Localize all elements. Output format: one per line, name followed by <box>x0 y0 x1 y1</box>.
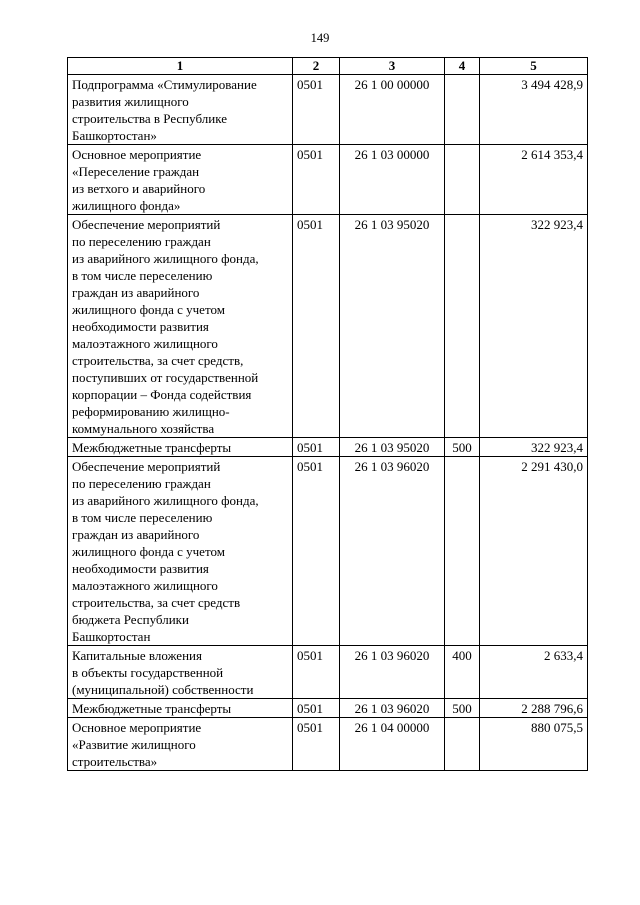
row-expense <box>445 145 480 215</box>
header-row <box>68 58 588 75</box>
row-name: Капитальные вложения в объекты государственной (муниципальной) собственности <box>68 646 293 699</box>
row-name: Межбюджетные трансферты <box>68 699 293 718</box>
row-expense: 500 <box>445 438 480 457</box>
row-section: 0501 <box>293 145 340 215</box>
header-col-3: 3 <box>340 58 445 75</box>
table-row <box>68 718 588 771</box>
row-target: 26 1 00 00000 <box>340 75 445 145</box>
row-amount: 322 923,4 <box>480 438 588 457</box>
table-row <box>68 457 588 646</box>
row-amount: 2 288 796,6 <box>480 699 588 718</box>
row-name: Подпрограмма «Стимулирование развития жилищного строительства в Республике Башкортостан» <box>68 75 293 145</box>
row-target: 26 1 03 96020 <box>340 646 445 699</box>
row-target: 26 1 04 00000 <box>340 718 445 771</box>
row-target: 26 1 03 96020 <box>340 457 445 646</box>
row-expense <box>445 457 480 646</box>
row-expense: 500 <box>445 699 480 718</box>
row-section: 0501 <box>293 457 340 646</box>
row-expense <box>445 718 480 771</box>
table-row <box>68 646 588 699</box>
table-row <box>68 699 588 718</box>
row-target: 26 1 03 95020 <box>340 215 445 438</box>
row-name: Основное мероприятие «Переселение граждан из ветхого и аварийного жилищного фонда» <box>68 145 293 215</box>
row-name: Основное мероприятие «Развитие жилищного строительства» <box>68 718 293 771</box>
row-amount: 322 923,4 <box>480 215 588 438</box>
table-row <box>68 215 588 438</box>
row-section: 0501 <box>293 699 340 718</box>
page-number: 149 <box>310 31 330 45</box>
header-col-2: 2 <box>293 58 340 75</box>
row-expense <box>445 215 480 438</box>
row-amount: 880 075,5 <box>480 718 588 771</box>
row-amount: 2 614 353,4 <box>480 145 588 215</box>
row-name: Обеспечение мероприятий по переселению граждан из аварийного жилищного фонда, в том числе переселению граждан из аварийного жилищного фонда с учетом необходимости развития малоэтажного жилищного строительства, за счет средств бюджета Республики Башкортостан <box>68 457 293 646</box>
table-row <box>68 145 588 215</box>
budget-table <box>67 57 588 771</box>
row-target: 26 1 03 96020 <box>340 699 445 718</box>
row-target: 26 1 03 95020 <box>340 438 445 457</box>
row-section: 0501 <box>293 718 340 771</box>
row-section: 0501 <box>293 215 340 438</box>
header-col-5: 5 <box>480 58 588 75</box>
row-amount: 2 291 430,0 <box>480 457 588 646</box>
table-row <box>68 438 588 457</box>
row-name: Обеспечение мероприятий по переселению граждан из аварийного жилищного фонда, в том числе переселению граждан из аварийного жилищного фонда с учетом необходимости развития малоэтажного жилищного строительства, за счет средств, поступивших от государственной корпорации – Фонда содействия реформированию жилищно- коммунального хозяйства <box>68 215 293 438</box>
row-target: 26 1 03 00000 <box>340 145 445 215</box>
row-name: Межбюджетные трансферты <box>68 438 293 457</box>
row-amount: 2 633,4 <box>480 646 588 699</box>
row-expense <box>445 75 480 145</box>
row-section: 0501 <box>293 75 340 145</box>
row-expense: 400 <box>445 646 480 699</box>
row-section: 0501 <box>293 438 340 457</box>
header-col-1: 1 <box>68 58 293 75</box>
row-section: 0501 <box>293 646 340 699</box>
table-row <box>68 75 588 145</box>
row-amount: 3 494 428,9 <box>480 75 588 145</box>
header-col-4: 4 <box>445 58 480 75</box>
